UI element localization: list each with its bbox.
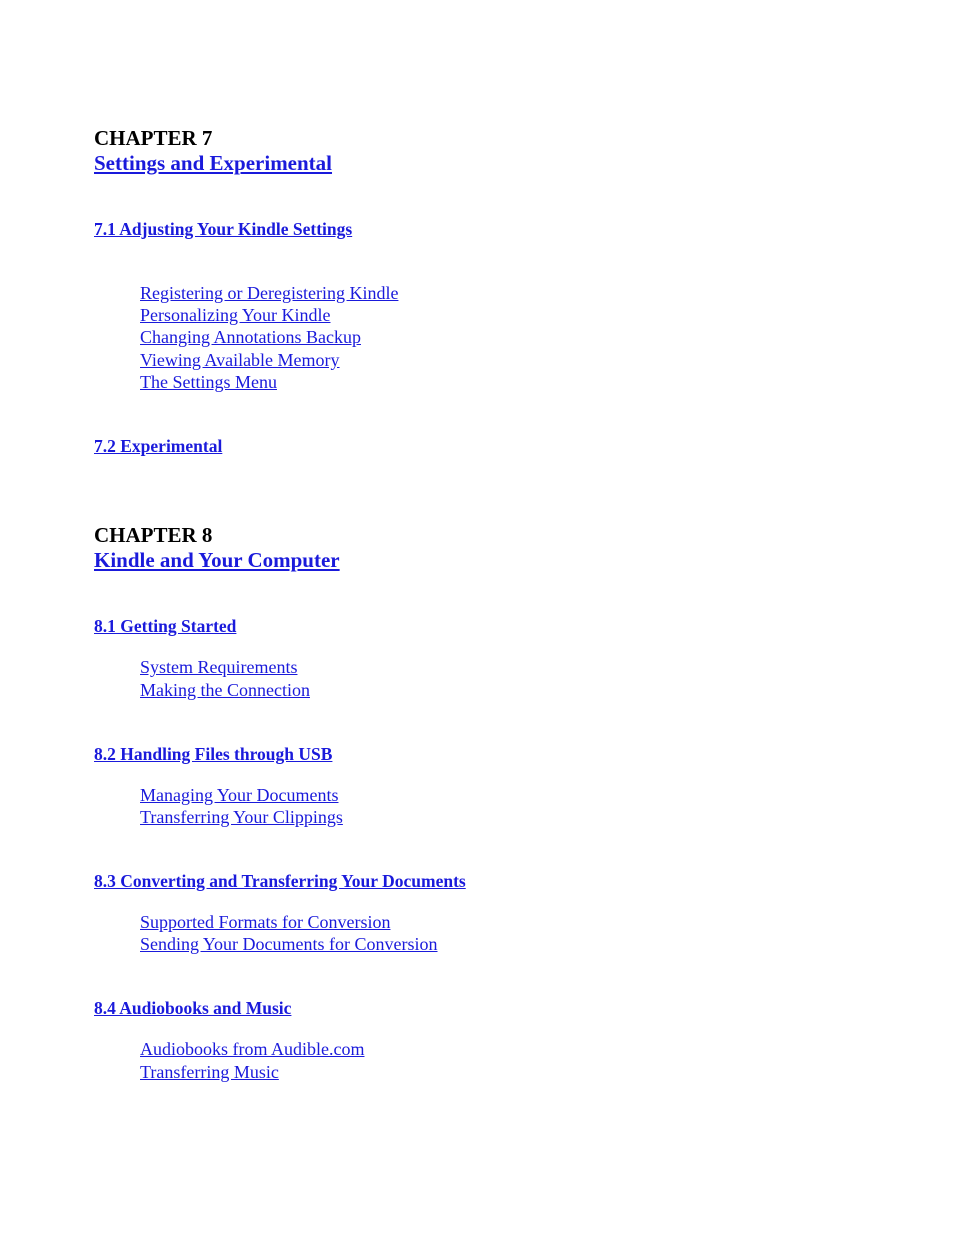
section-8-4-link[interactable]: 8.4 Audiobooks and Music (94, 998, 292, 1018)
section-8-2-link[interactable]: 8.2 Handling Files through USB (94, 744, 333, 764)
toc-item-managing-documents-link[interactable]: Managing Your Documents (140, 785, 339, 805)
chapter-8-label: CHAPTER 8 (94, 523, 213, 547)
toc-item-registering-link[interactable]: Registering or Deregistering Kindle (140, 283, 399, 303)
toc-item-sending-documents-link[interactable]: Sending Your Documents for Conversion (140, 934, 438, 954)
section-7-2-link[interactable]: 7.2 Experimental (94, 436, 223, 456)
toc-item-transferring-clippings-link[interactable]: Transferring Your Clippings (140, 807, 343, 827)
toc-item-system-requirements-link[interactable]: System Requirements (140, 657, 298, 677)
chapter-7-label: CHAPTER 7 (94, 126, 213, 150)
chapter-8-title-link[interactable]: Kindle and Your Computer (94, 548, 340, 572)
toc-item-settings-menu-link[interactable]: The Settings Menu (140, 372, 277, 392)
toc-item-personalizing-link[interactable]: Personalizing Your Kindle (140, 305, 331, 325)
toc-item-annotations-backup-link[interactable]: Changing Annotations Backup (140, 327, 361, 347)
chapter-7-title-link[interactable]: Settings and Experimental (94, 151, 333, 175)
toc-item-transferring-music-link[interactable]: Transferring Music (140, 1062, 279, 1082)
toc-item-audiobooks-link[interactable]: Audiobooks from Audible.com (140, 1039, 365, 1059)
section-8-1-link[interactable]: 8.1 Getting Started (94, 616, 237, 636)
section-8-3-link[interactable]: 8.3 Converting and Transferring Your Documents (94, 871, 466, 891)
toc-item-available-memory-link[interactable]: Viewing Available Memory (140, 350, 340, 370)
toc-item-supported-formats-link[interactable]: Supported Formats for Conversion (140, 912, 391, 932)
section-7-1-link[interactable]: 7.1 Adjusting Your Kindle Settings (94, 219, 353, 239)
toc-item-making-connection-link[interactable]: Making the Connection (140, 680, 310, 700)
